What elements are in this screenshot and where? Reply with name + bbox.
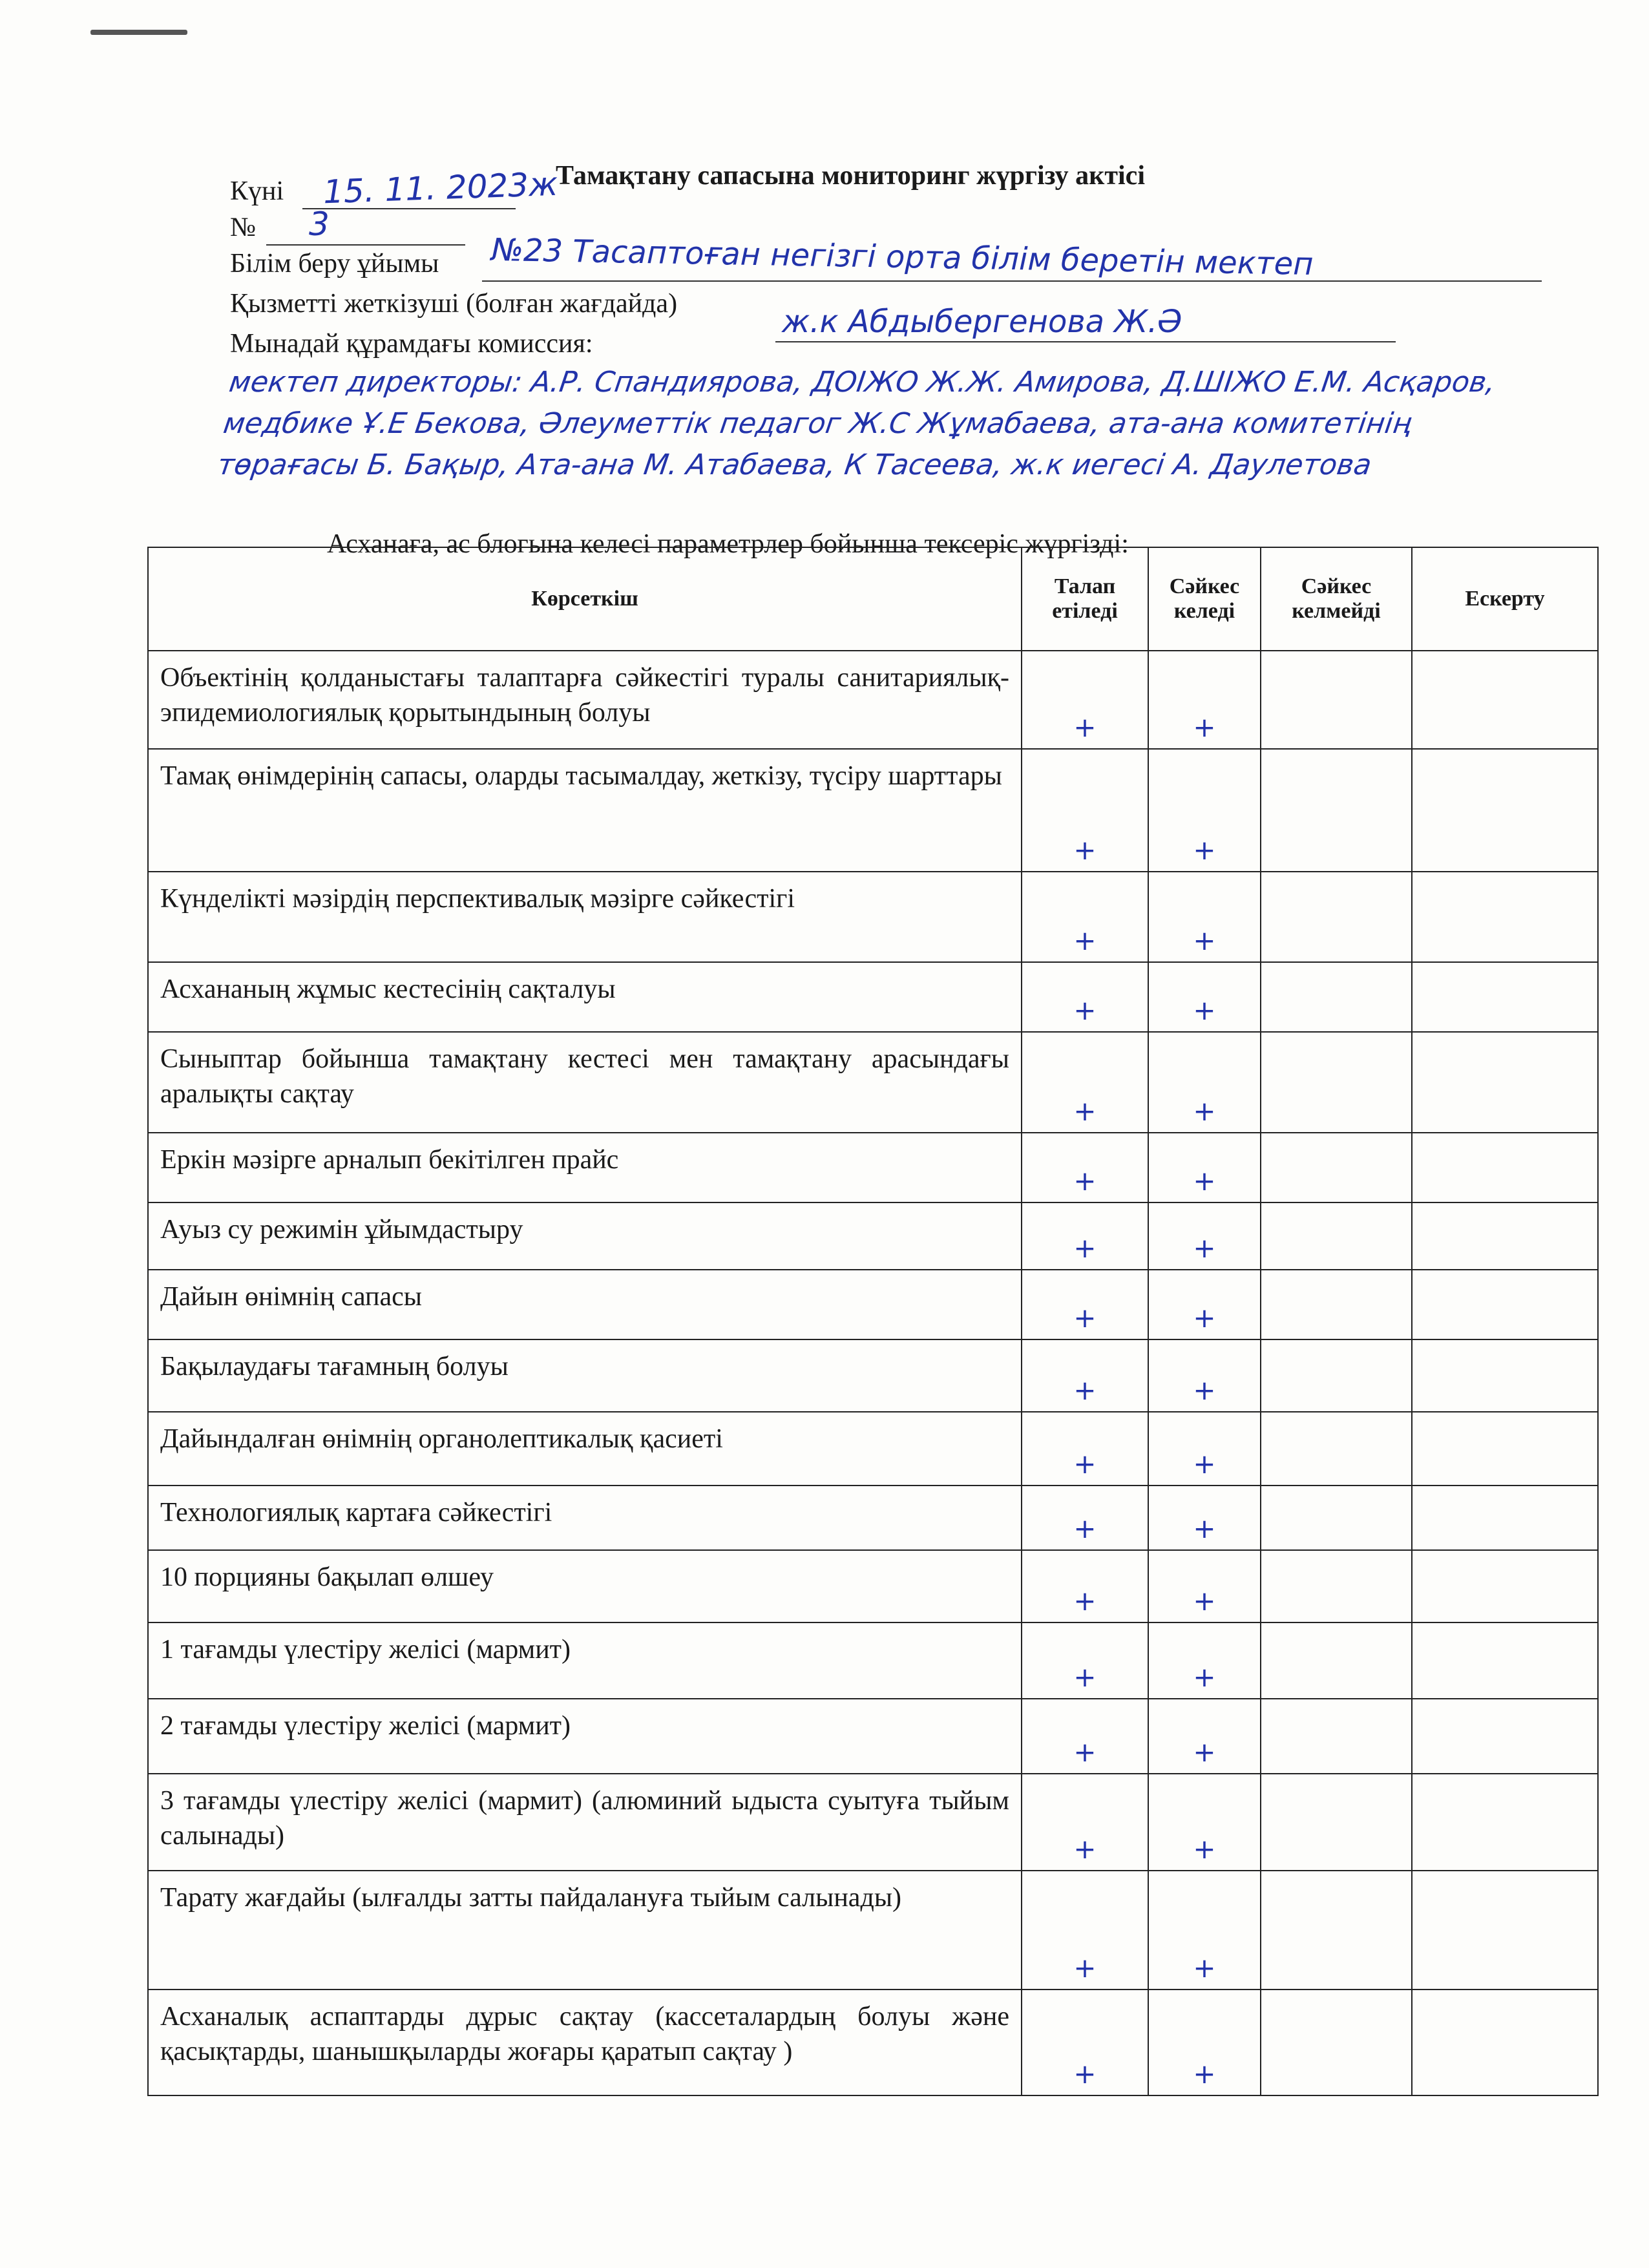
noncompliant-mark [1261,1550,1412,1622]
table-row [148,962,1598,1032]
required-mark: + [1022,1486,1148,1550]
required-mark: + [1022,1412,1148,1486]
noncompliant-mark [1261,1622,1412,1699]
required-mark: + [1022,872,1148,962]
required-mark: + [1022,1622,1148,1699]
table-row [148,1339,1598,1412]
noncompliant-mark [1261,1774,1412,1871]
number-underline [266,244,465,246]
note-cell [1412,1486,1598,1550]
table-row [148,1412,1598,1486]
organization-underline [482,280,1542,282]
provider-value: ж.к Абдыбергенова Ж.Ә [782,304,1182,340]
indicator-cell: Еркін мәзірге арналып бекітілген прайс [148,1133,1022,1202]
organization-value: №23 Тасаптоған негізгі орта білім беретін мектеп [490,231,1314,283]
noncompliant-mark [1261,1990,1412,2095]
table-row [148,1699,1598,1774]
indicator-cell: 1 тағамды үлестіру желісі (мармит) [148,1622,1022,1699]
header-compliant: Сәйкес келеді [1148,547,1261,651]
note-cell [1412,1339,1598,1412]
header-required: Талап етіледі [1022,547,1148,651]
note-cell [1412,749,1598,872]
required-mark: + [1022,1133,1148,1202]
compliant-mark: + [1148,1622,1261,1699]
compliant-mark: + [1148,1486,1261,1550]
required-mark: + [1022,1774,1148,1871]
indicator-cell: Дайындалған өнімнің органолептикалық қасиеті [148,1412,1022,1486]
table-row [148,1871,1598,1990]
required-mark: + [1022,1871,1148,1990]
monitoring-checklist-table [147,547,1599,2096]
compliant-mark: + [1148,1133,1261,1202]
indicator-cell: Сыныптар бойынша тамақтану кестесі мен тамақтану арасындағы аралықты сақтау [148,1032,1022,1133]
table-row [148,749,1598,872]
required-mark: + [1022,1202,1148,1270]
noncompliant-mark [1261,1032,1412,1133]
required-mark: + [1022,1032,1148,1133]
table-row [148,1774,1598,1871]
indicator-cell: 3 тағамды үлестіру желісі (мармит) (алюминий ыдыста суытуға тыйым салынады) [148,1774,1022,1871]
indicator-cell: 10 порцияны бақылап өлшеу [148,1550,1022,1622]
noncompliant-mark [1261,1871,1412,1990]
header-indicator: Көрсеткіш [148,547,1022,651]
note-cell [1412,1270,1598,1339]
note-cell [1412,872,1598,962]
required-mark: + [1022,1699,1148,1774]
note-cell [1412,962,1598,1032]
date-label: Күні [230,176,284,206]
noncompliant-mark [1261,1486,1412,1550]
compliant-mark: + [1148,1774,1261,1871]
scan-artifact-line [90,30,187,35]
compliant-mark: + [1148,1871,1261,1990]
noncompliant-mark [1261,872,1412,962]
table-row [148,1032,1598,1133]
table-header-row [148,547,1598,651]
table-row [148,1622,1598,1699]
noncompliant-mark [1261,962,1412,1032]
note-cell [1412,1550,1598,1622]
table-row [148,651,1598,749]
date-value: 15. 11. 2023ж [322,165,559,211]
table-row [148,1133,1598,1202]
compliant-mark: + [1148,1202,1261,1270]
indicator-cell: Күнделікті мәзірдің перспективалық мәзірге сәйкестігі [148,872,1022,962]
table-row [148,1202,1598,1270]
required-mark: + [1022,651,1148,749]
header-noncompliant: Сәйкес келмейді [1261,547,1412,651]
noncompliant-mark [1261,1412,1412,1486]
note-cell [1412,651,1598,749]
document-title: Тамақтану сапасына мониторинг жүргізу актісі [556,161,1145,191]
compliant-mark: + [1148,651,1261,749]
required-mark: + [1022,1339,1148,1412]
table-row [148,1550,1598,1622]
table-row [148,1270,1598,1339]
number-label: № [230,213,257,242]
indicator-cell: Бақылаудағы тағамның болуы [148,1339,1022,1412]
indicator-cell: Ауыз су режимін ұйымдастыру [148,1202,1022,1270]
compliant-mark: + [1148,1412,1261,1486]
note-cell [1412,1871,1598,1990]
note-cell [1412,1202,1598,1270]
provider-label: Қызметті жеткізуші (болған жағдайда) [230,289,678,319]
indicator-cell: Технологиялық картаға сәйкестігі [148,1486,1022,1550]
indicator-cell: Тарату жағдайы (ылғалды затты пайдалануға тыйым салынады) [148,1871,1022,1990]
commission-members: мектеп директоры: А.Р. Спандиярова, ДОІЖО Ж.Ж. Амирова, Д.ШІЖО Е.М. Асқаров, медбике Ұ.Е Бекова, Әлеуметтік педагог Ж.С Жұмабаева, ата-ана комитетінің төрағасы Б. Бақыр, Ата-ана М. Атабаева, К Тасеева, ж.к иегесі А. Даулетова [215,366,1498,481]
noncompliant-mark [1261,1699,1412,1774]
indicator-cell: Асхананың жұмыс кестесінің сақталуы [148,962,1022,1032]
indicator-cell: Объектінің қолданыстағы талаптарға сәйкестігі туралы санитариялық-эпидемиологиялық қорытындының болуы [148,651,1022,749]
compliant-mark: + [1148,749,1261,872]
organization-label: Білім беру ұйымы [230,249,439,278]
required-mark: + [1022,749,1148,872]
noncompliant-mark [1261,749,1412,872]
compliant-mark: + [1148,1550,1261,1622]
indicator-cell: Асханалық аспаптарды дұрыс сақтау (кассеталардың болуы және қасықтарды, шанышқыларды жоғары қаратып сақтау ) [148,1990,1022,2095]
indicator-cell: Тамақ өнімдерінің сапасы, оларды тасымалдау, жеткізу, түсіру шарттары [148,749,1022,872]
note-cell [1412,1622,1598,1699]
indicator-cell: 2 тағамды үлестіру желісі (мармит) [148,1699,1022,1774]
note-cell [1412,1032,1598,1133]
noncompliant-mark [1261,1339,1412,1412]
number-value: 3 [309,205,330,243]
required-mark: + [1022,962,1148,1032]
noncompliant-mark [1261,1270,1412,1339]
table-row [148,872,1598,962]
table-row [148,1990,1598,2095]
table-row [148,1486,1598,1550]
inspection-intro: Асханаға, ас блогына келесі параметрлер бойынша тексеріс жүргізді: [327,529,1129,559]
required-mark: + [1022,1550,1148,1622]
note-cell [1412,1699,1598,1774]
compliant-mark: + [1148,1270,1261,1339]
provider-underline [775,341,1396,342]
compliant-mark: + [1148,1990,1261,2095]
compliant-mark: + [1148,1699,1261,1774]
compliant-mark: + [1148,1032,1261,1133]
note-cell [1412,1774,1598,1871]
noncompliant-mark [1261,1202,1412,1270]
required-mark: + [1022,1270,1148,1339]
noncompliant-mark [1261,1133,1412,1202]
commission-label: Мынадай құрамдағы комиссия: [230,329,593,359]
note-cell [1412,1412,1598,1486]
note-cell [1412,1133,1598,1202]
indicator-cell: Дайын өнімнің сапасы [148,1270,1022,1339]
compliant-mark: + [1148,1339,1261,1412]
compliant-mark: + [1148,872,1261,962]
required-mark: + [1022,1990,1148,2095]
compliant-mark: + [1148,962,1261,1032]
note-cell [1412,1990,1598,2095]
noncompliant-mark [1261,651,1412,749]
header-note: Ескерту [1412,547,1598,651]
